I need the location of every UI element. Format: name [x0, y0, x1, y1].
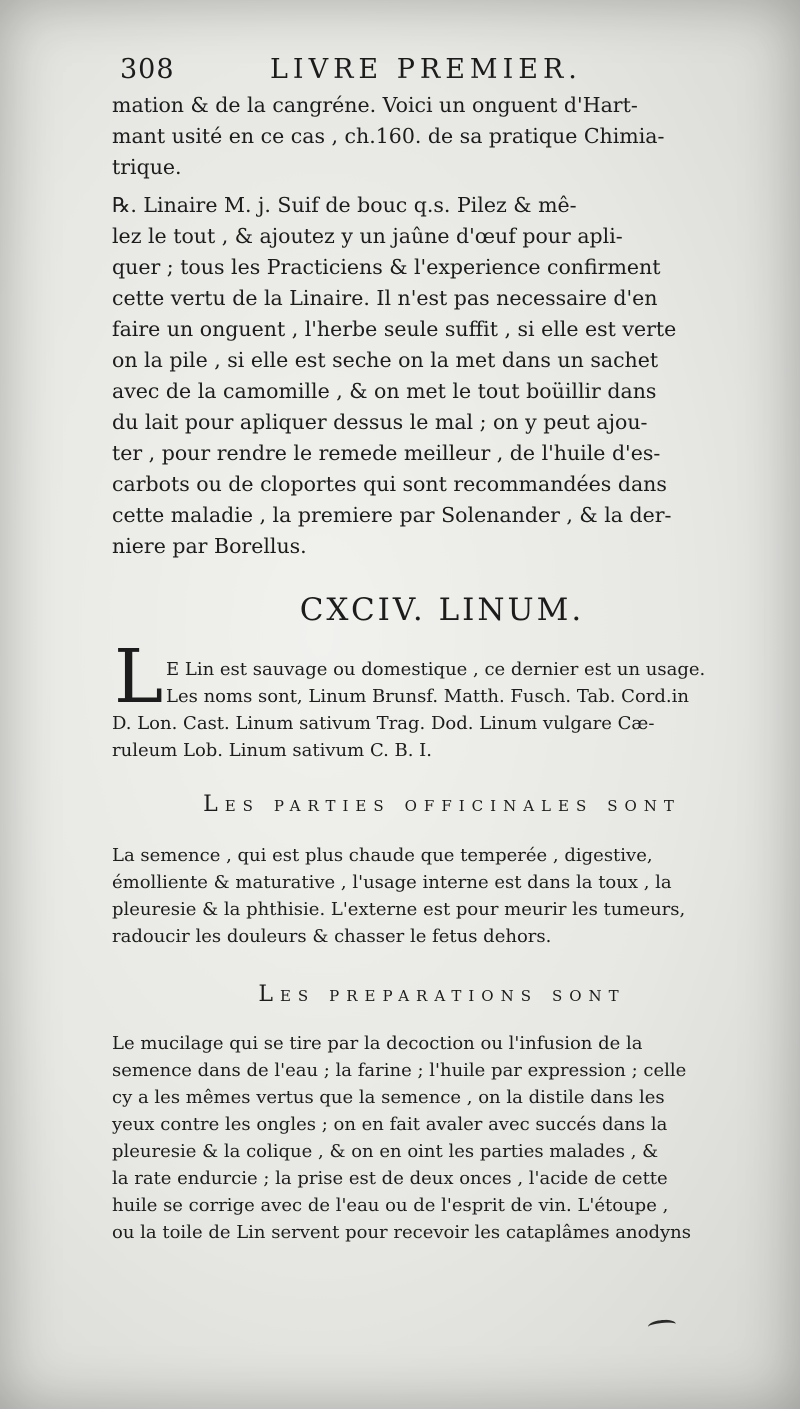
text-line: niere par Borellus. — [112, 534, 307, 558]
text-line: émolliente & maturative , l'usage interne est dans la toux , la — [112, 872, 672, 893]
intro-line-first — [166, 656, 766, 710]
drop-cap: L — [114, 634, 164, 720]
paragraph-continuation — [112, 90, 772, 183]
text-line: semence dans de l'eau ; la farine ; l'huile par expression ; celle — [112, 1060, 687, 1081]
subheading-preparations: Les preparations sont — [258, 982, 626, 1007]
text-line: carbots ou de cloportes qui sont recommandées dans — [112, 472, 667, 496]
text-line: ter , pour rendre le remede meilleur , de l'huile d'es- — [112, 441, 661, 465]
text-line: La semence , qui est plus chaude que temperée , digestive, — [112, 845, 653, 866]
text-line: Le mucilage qui se tire par la decoction ou l'infusion de la — [112, 1033, 643, 1054]
page-header — [120, 52, 640, 88]
text-line: on la pile , si elle est seche on la met dans un sachet — [112, 348, 659, 372]
text-line: E Lin est sauvage ou domestique , ce dernier est un usage. — [166, 659, 706, 680]
paragraph-officinales — [112, 842, 772, 950]
text-line: la rate endurcie ; la prise est de deux onces , l'acide de cette — [112, 1168, 668, 1189]
text-line: cy a les mêmes vertus que la semence , on la distile dans les — [112, 1087, 665, 1108]
text-line: ruleum Lob. Linum sativum C. B. I. — [112, 740, 433, 761]
text-line: cette vertu de la Linaire. Il n'est pas necessaire d'en — [112, 286, 658, 310]
intro-lines — [112, 710, 772, 764]
text-line: pleuresie & la phthisie. L'externe est pour meurir les tumeurs, — [112, 899, 686, 920]
text-line: cette maladie , la premiere par Solenander , & la der- — [112, 503, 672, 527]
subheading-officinales: Les parties officinales sont — [203, 792, 681, 817]
ink-mark — [648, 1319, 677, 1333]
page-number: 308 — [120, 54, 175, 85]
text-line: du lait pour apliquer dessus le mal ; on y peut ajou- — [112, 410, 648, 434]
text-line: yeux contre les ongles ; on en fait avaler avec succés dans la — [112, 1114, 668, 1135]
text-line: mation & de la cangréne. Voici un onguent d'Hart- — [112, 93, 638, 117]
paragraph-preparations — [112, 1030, 772, 1246]
text-line: avec de la camomille , & on met le tout boüillir dans — [112, 379, 657, 403]
text-line: ℞. Linaire M. j. Suif de bouc q.s. Pilez & mê- — [112, 193, 577, 217]
text-line: huile se corrige avec de l'eau ou de l'esprit de vin. L'étoupe , — [112, 1195, 669, 1216]
text-line: faire un onguent , l'herbe seule suffit , si elle est verte — [112, 317, 677, 341]
text-line: ou la toile de Lin servent pour recevoir les cataplâmes anodyns — [112, 1222, 691, 1243]
text-line: lez le tout , & ajoutez y un jaûne d'œuf pour apli- — [112, 224, 623, 248]
running-title: LIVRE PREMIER. — [270, 54, 582, 85]
paragraph-recipe — [112, 190, 772, 562]
text-line: trique. — [112, 155, 182, 179]
text-line: D. Lon. Cast. Linum sativum Trag. Dod. Linum vulgare Cæ- — [112, 713, 655, 734]
text-line: mant usité en ce cas , ch.160. de sa pratique Chimia- — [112, 124, 665, 148]
text-line: Les noms sont, Linum Brunsf. Matth. Fusch. Tab. Cord.in — [166, 686, 689, 707]
section-title: CXCIV. LINUM. — [299, 592, 585, 628]
text-line: pleuresie & la colique , & on en oint les parties malades , & — [112, 1141, 659, 1162]
text-line: radoucir les douleurs & chasser le fetus dehors. — [112, 926, 552, 947]
text-line: quer ; tous les Practiciens & l'experience confirment — [112, 255, 661, 279]
